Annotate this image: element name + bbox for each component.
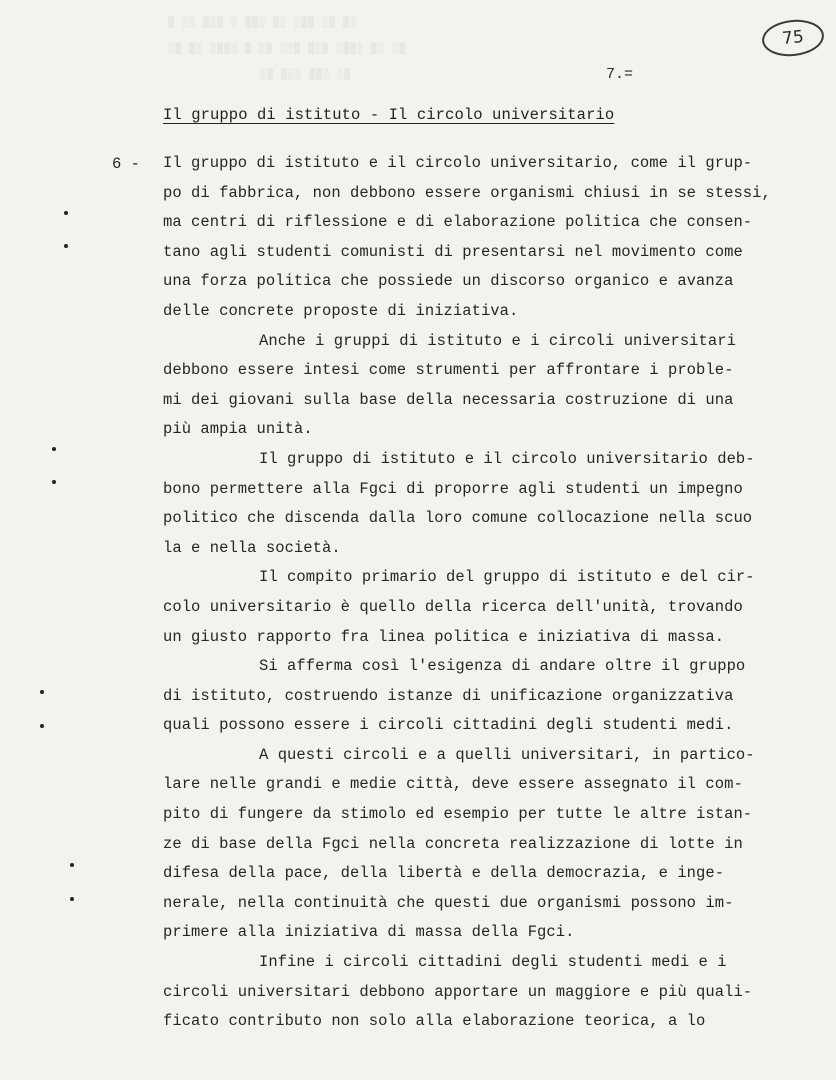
bleed-through-text: ▒ ░░ ▒░▒ ░ ▒▒░ ▒░ ░▒▒ ░▒ ▒░ (168, 18, 358, 29)
section-title: Il gruppo di istituto - Il circolo universitario (163, 106, 615, 124)
text-line: Anche i gruppi di istituto e i circoli universitari (259, 331, 736, 350)
text-line: mi dei giovani sulla base della necessaria costruzione di una (163, 390, 734, 409)
text-line: più ampia unità. (163, 420, 313, 439)
scan-speck (64, 244, 68, 248)
text-line: po di fabbrica, non debbono essere organismi chiusi in se stessi, (163, 183, 771, 202)
text-line: nerale, nella continuità che questi due organismi possono im- (163, 893, 734, 912)
scan-speck (70, 897, 74, 901)
text-line: tano agli studenti comunisti di presentarsi nel movimento come (163, 242, 743, 261)
text-line: difesa della pace, della libertà e della democrazia, e inge- (163, 864, 725, 883)
text-line: ze di base della Fgci nella concreta realizzazione di lotte in (163, 834, 743, 853)
text-line: una forza politica che possiede un discorso organico e avanza (163, 272, 734, 291)
bleed-through-text: ░▒ ▒░ ░▒▒░ ▒ ░▒ ░░▒ ▒░▒ ░▒▒░ ▒░ ░▒ (168, 44, 407, 55)
scan-speck (52, 447, 56, 451)
text-line: A questi circoli e a quelli universitari, in partico- (259, 745, 755, 764)
scan-speck (64, 211, 68, 215)
text-line: ma centri di riflessione e di elaborazione politica che consen- (163, 213, 753, 232)
text-line: lare nelle grandi e medie città, deve essere assegnato il com- (163, 775, 743, 794)
bleed-through-text: ░▒ ▒░░ ▒▒░ ░▒ (260, 70, 352, 81)
text-line: colo universitario è quello della ricerca dell'unità, trovando (163, 597, 743, 616)
text-line: quali possono essere i circoli cittadini degli studenti medi. (163, 716, 734, 735)
scan-speck (40, 690, 44, 694)
text-line: pito di fungere da stimolo ed esempio per tutte le altre istan- (163, 805, 753, 824)
text-line: Infine i circoli cittadini degli studenti medi e i (259, 953, 727, 972)
text-line: politico che discenda dalla loro comune collocazione nella scuo (163, 509, 753, 528)
text-line: la e nella società. (163, 538, 341, 557)
scan-speck (52, 480, 56, 484)
text-line: Il gruppo di istituto e il circolo universitario deb- (259, 449, 755, 468)
text-line: Si afferma così l'esigenza di andare oltre il gruppo (259, 657, 746, 676)
text-line: un giusto rapporto fra linea politica e iniziativa di massa. (163, 627, 725, 646)
text-line: debbono essere intesi come strumenti per affrontare i proble- (163, 361, 734, 380)
page-number: 7.= (606, 66, 634, 83)
body-text (163, 149, 803, 1037)
paragraph-number: 6 - (112, 155, 140, 173)
text-line: circoli universitari debbono apportare un maggiore e più quali- (163, 982, 753, 1001)
scan-speck (70, 863, 74, 867)
text-line: ficato contributo non solo alla elaborazione teorica, a lo (163, 1012, 706, 1031)
text-line: Il compito primario del gruppo di istituto e del cir- (259, 568, 755, 587)
text-line: primere alla iniziativa di massa della Fgci. (163, 923, 575, 942)
archive-number-stamp: 75 (760, 17, 825, 59)
text-line: bono permettere alla Fgci di proporre agli studenti un impegno (163, 479, 743, 498)
text-line: Il gruppo di istituto e il circolo universitario, come il grup- (163, 154, 753, 172)
scan-speck (40, 724, 44, 728)
text-line: delle concrete proposte di iniziativa. (163, 301, 519, 320)
text-line: di istituto, costruendo istanze di unificazione organizzativa (163, 686, 734, 705)
